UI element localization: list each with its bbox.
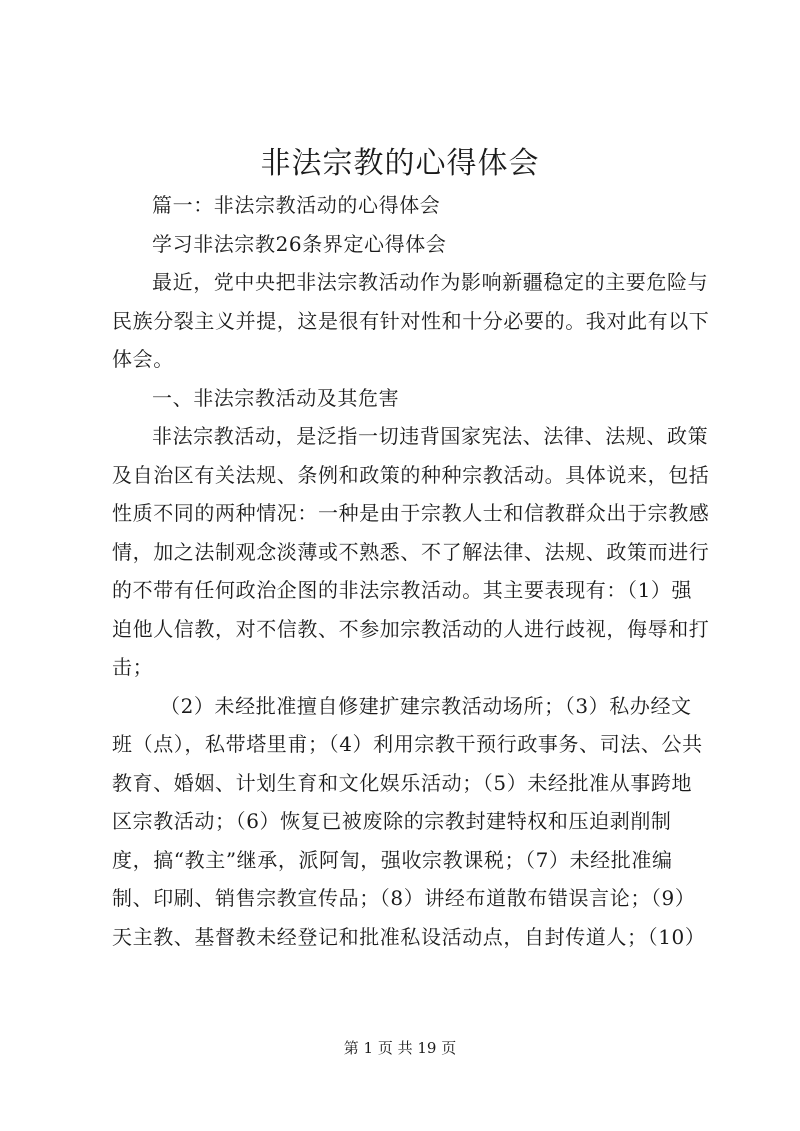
paragraph-subtitle: 学习非法宗教26条界定心得体会 — [152, 231, 447, 256]
paragraph-list-items: （2）未经批准擅自修建扩建宗教活动场所；（3）私办经文班（点），私带塔里甫；（4）利用宗教干预行政事务、司法、公共教育、婚姻、计划生育和文化娱乐活动；（5）未经批准从事跨地区宗教活动；（6）恢复已被废除的宗教封建特权和压迫剥削制度，搞“教主”继承，派阿訇，强收宗教课税；（7）未经批准编制、印刷、销售宗教宣传品；（8）讲经布道散布错误言论；（9）天主教、基督教未经登记和批准私设活动点，自封传道人；（10） — [112, 693, 706, 949]
document-body — [112, 186, 712, 956]
document-title: 非法宗教的心得体会 — [260, 146, 540, 181]
paragraph-intro: 最近，党中央把非法宗教活动作为影响新疆稳定的主要危险与民族分裂主义并提，这是很有针对性和十分必要的。我对此有以下体会。 — [112, 270, 710, 371]
paragraph-definition: 非法宗教活动，是泛指一切违背国家宪法、法律、法规、政策及自治区有关法规、条例和政策的种种宗教活动。具体说来，包括性质不同的两种情况：一种是由于宗教人士和信教群众出于宗教感情，加之法制观念淡薄或不熟悉、不了解法律、法规、政策而进行的不带有任何政治企图的非法宗教活动。其主要表现有：（1）强迫他人信教，对不信教、不参加宗教活动的人进行歧视，侮辱和打击； — [112, 424, 710, 679]
paragraph-section-heading: 篇一：非法宗教活动的心得体会 — [152, 193, 441, 217]
paragraph-heading-one: 一、非法宗教活动及其危害 — [152, 385, 400, 410]
page-footer: 第 1 页 共 19 页 — [343, 1039, 457, 1057]
